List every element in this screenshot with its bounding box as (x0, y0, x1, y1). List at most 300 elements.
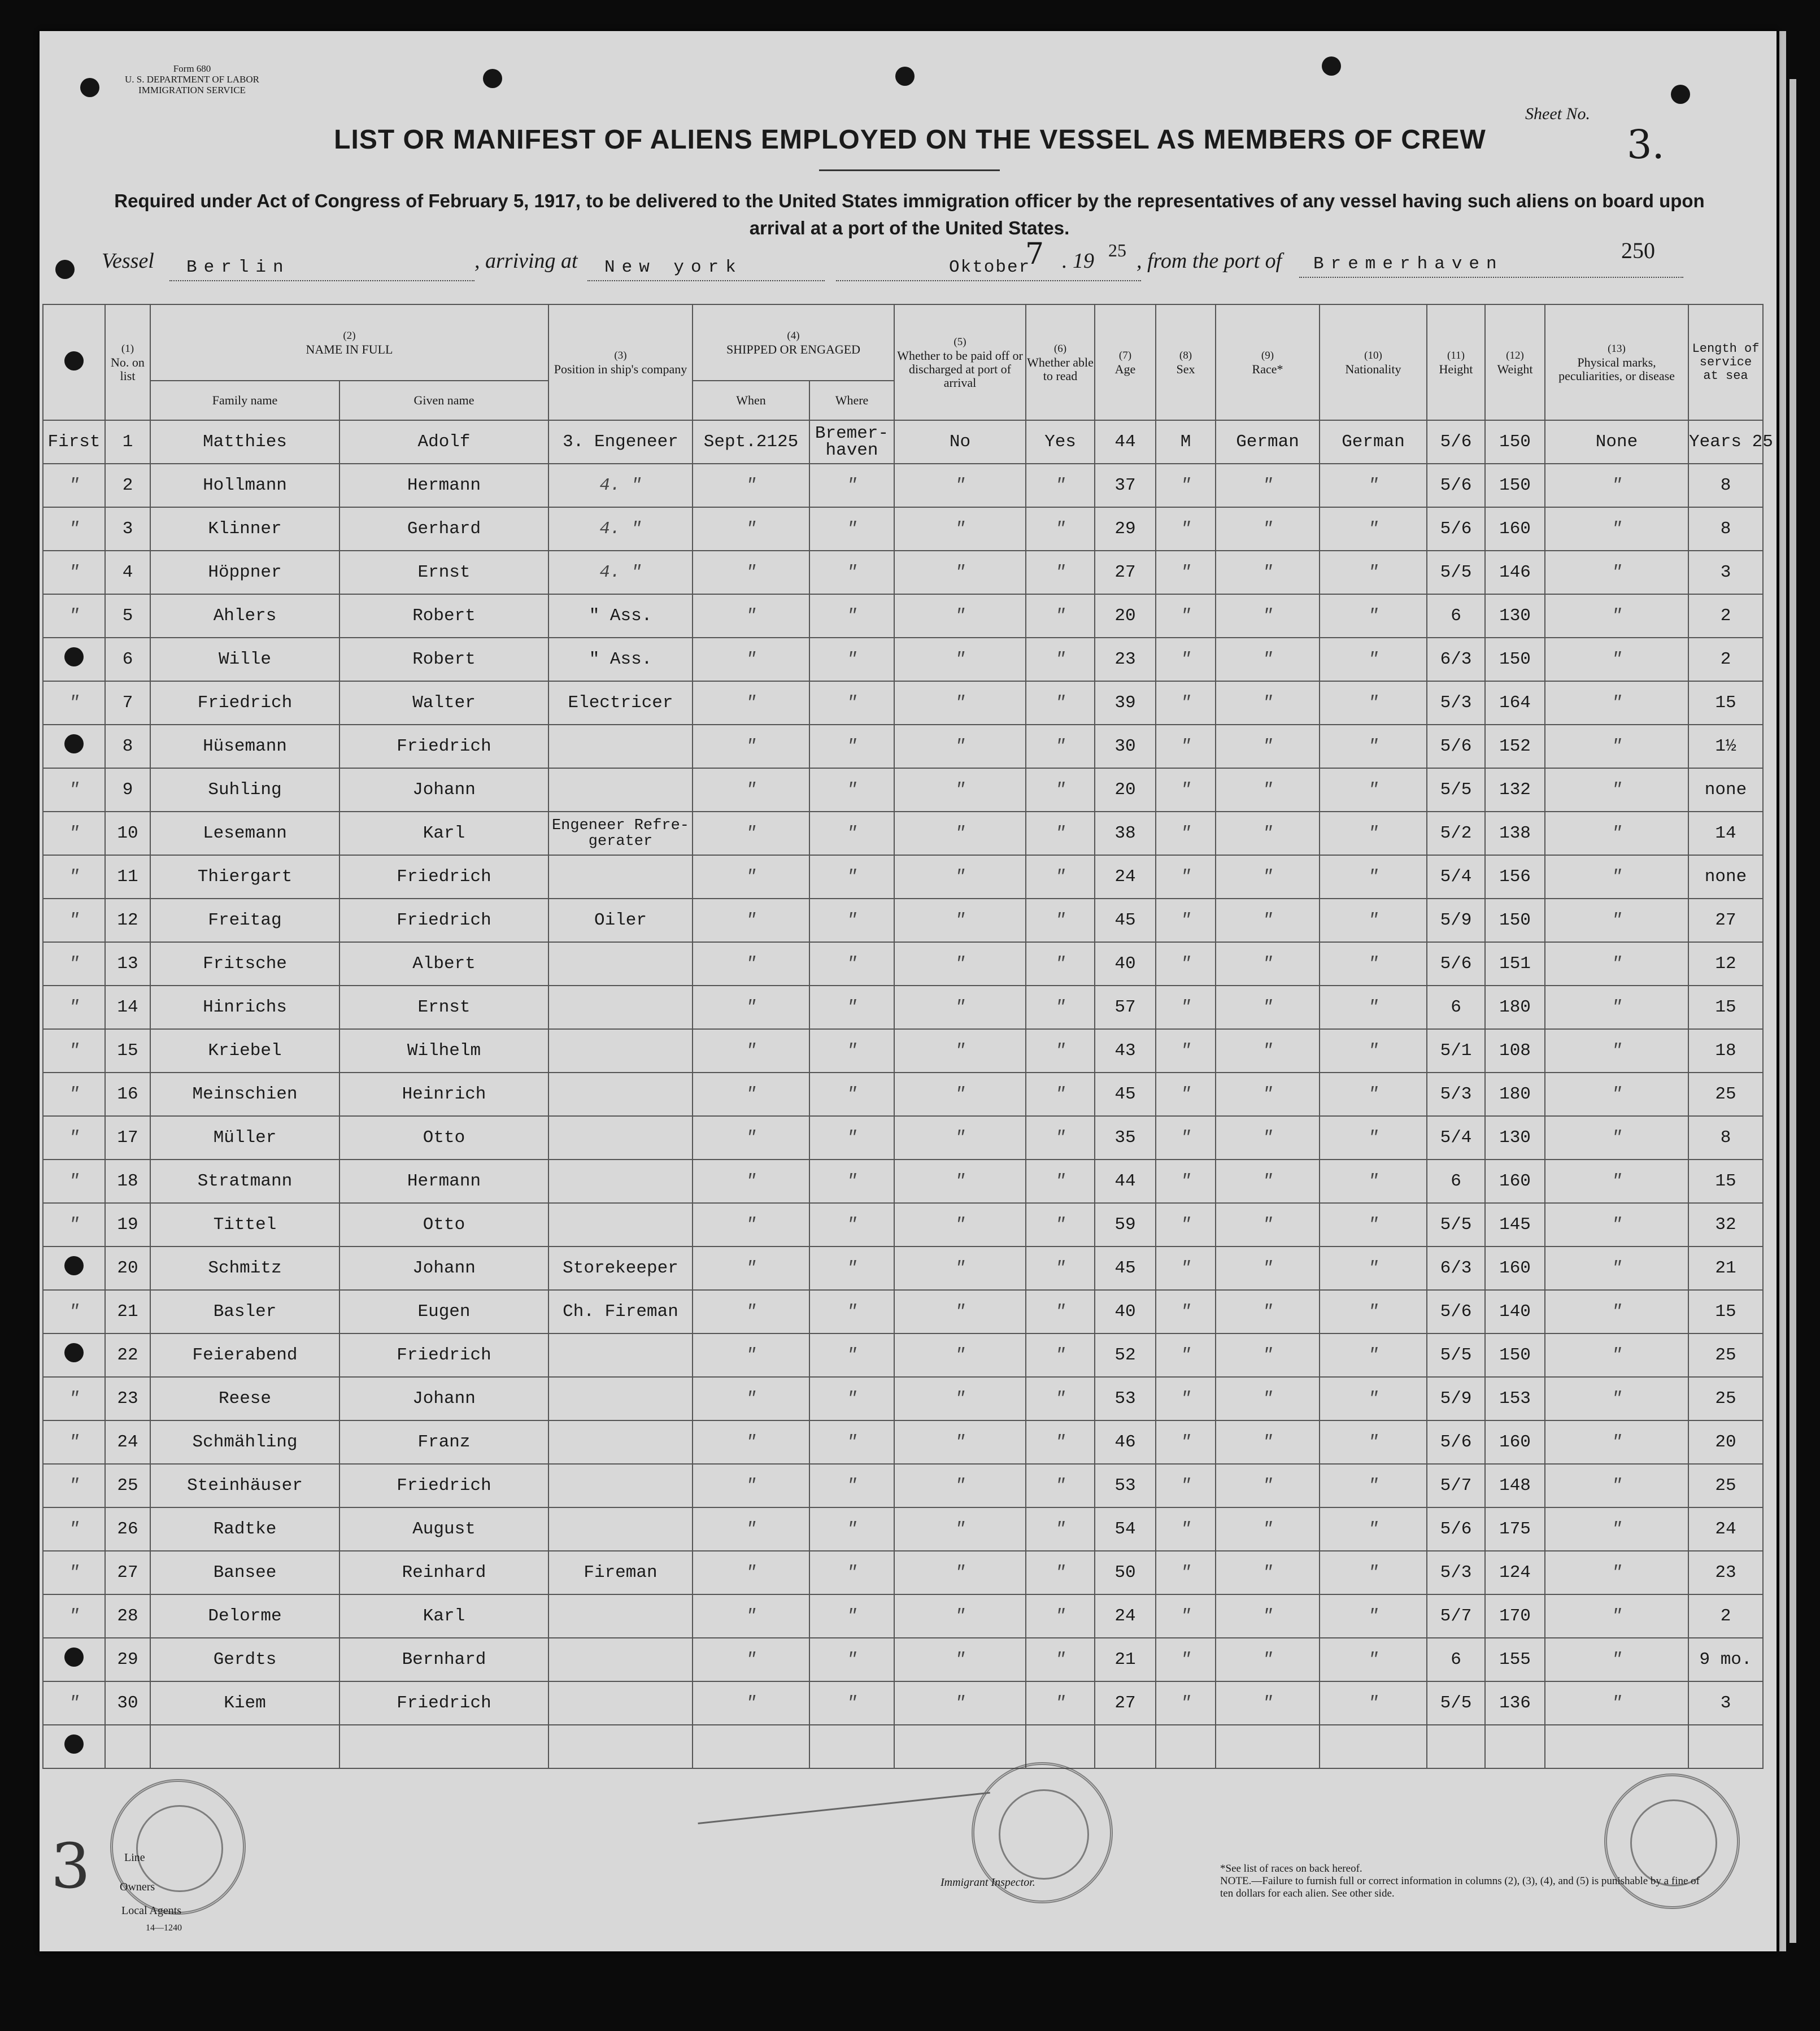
given-name: Gerhard (407, 519, 481, 539)
length-of-service-cell (1688, 1507, 1763, 1551)
age: 23 (1114, 650, 1136, 669)
length-of-service-cell (1688, 420, 1773, 464)
height: 5/5 (1440, 780, 1472, 800)
sex: " (1180, 563, 1191, 582)
race: " (1262, 476, 1273, 495)
height: 5/6 (1440, 476, 1472, 495)
able-to-read: " (1055, 1476, 1066, 1496)
race-cell (1216, 464, 1320, 507)
punch-hole (1671, 85, 1690, 104)
position-cell (548, 681, 693, 725)
race: " (1262, 1345, 1273, 1365)
length-of-service: 8 (1720, 1128, 1731, 1148)
age-cell (1095, 594, 1156, 638)
age: 50 (1114, 1563, 1136, 1583)
sex: " (1180, 1563, 1191, 1583)
shipped-when-cell (693, 1333, 809, 1377)
shipped-where-cell (809, 1116, 894, 1160)
col-service-header: Length of service at sea (1688, 304, 1763, 420)
height-cell (1427, 812, 1485, 855)
table-row (43, 725, 1763, 768)
sex-cell (1156, 638, 1216, 681)
physical-marks-cell (1545, 420, 1688, 464)
able-to-read: " (1055, 954, 1066, 974)
age-cell (1095, 1681, 1156, 1725)
paid-off: " (955, 867, 965, 887)
able-to-read: " (1055, 519, 1066, 539)
height-cell (1427, 1377, 1485, 1420)
sex: " (1180, 650, 1191, 669)
punch-hole (64, 1256, 84, 1275)
paid-off-cell (894, 899, 1026, 942)
race: " (1262, 1606, 1273, 1626)
length-of-service: none (1704, 867, 1747, 887)
sex: " (1180, 954, 1191, 974)
race: German (1236, 432, 1299, 452)
length-of-service-cell (1688, 1333, 1763, 1377)
length-of-service: 3 (1720, 1693, 1731, 1713)
shipped-when-cell (693, 768, 809, 812)
race: " (1262, 1215, 1273, 1235)
weight-cell (1485, 1681, 1545, 1725)
weight-cell (1485, 725, 1545, 768)
height: 5/1 (1440, 1041, 1472, 1061)
race: " (1262, 693, 1273, 713)
family-name-cell (150, 1594, 339, 1638)
nationality: " (1368, 1519, 1379, 1539)
nationality-cell (1320, 1464, 1427, 1507)
length-of-service-cell (1688, 1290, 1763, 1333)
race-cell (1216, 1247, 1320, 1290)
list-number-cell (105, 1203, 150, 1247)
length-of-service-cell (1688, 1203, 1763, 1247)
row-class: " (68, 1476, 80, 1496)
shipped-where: " (846, 1606, 857, 1626)
weight-cell (1485, 1551, 1545, 1594)
shipped-where-cell (809, 1464, 894, 1507)
sex-cell (1156, 855, 1216, 899)
length-of-service-cell (1688, 725, 1763, 768)
race: " (1262, 1041, 1273, 1061)
paid-off: " (955, 736, 965, 756)
row-class-cell (43, 812, 105, 855)
weight-cell (1485, 855, 1545, 899)
physical-marks-cell (1545, 551, 1688, 594)
position-cell (548, 1203, 693, 1247)
height-cell (1427, 1290, 1485, 1333)
shipped-when-cell (693, 507, 809, 551)
age: 30 (1114, 736, 1136, 756)
length-of-service-cell (1688, 681, 1763, 725)
height: 5/6 (1440, 1302, 1472, 1322)
able-to-read-cell (1026, 638, 1095, 681)
able-to-read: " (1055, 476, 1066, 495)
race: " (1262, 867, 1273, 887)
nationality: " (1368, 1128, 1379, 1148)
departure-underline (1299, 277, 1683, 278)
given-name-cell (339, 855, 548, 899)
physical-marks: " (1611, 1432, 1622, 1452)
nationality-cell (1320, 420, 1427, 464)
paid-off: " (955, 1041, 965, 1061)
race-note: *See list of races on back hereof. (1220, 1863, 1362, 1875)
given-name-cell (339, 942, 548, 986)
table-row (43, 899, 1763, 942)
row-class: " (68, 867, 80, 887)
shipped-where-cell (809, 1594, 894, 1638)
shipped-when: " (746, 563, 756, 582)
age: 37 (1114, 476, 1136, 495)
sex-cell (1156, 1203, 1216, 1247)
physical-marks-cell (1545, 464, 1688, 507)
family-name-cell (150, 1681, 339, 1725)
race-cell (1216, 1594, 1320, 1638)
shipped-where: " (846, 563, 857, 582)
nationality: " (1368, 693, 1379, 713)
list-number-cell (105, 986, 150, 1029)
sex: " (1180, 1258, 1191, 1278)
page-subtitle: Required under Act of Congress of February 5, 1917, to be delivered to the United States immigration officer by the representatives of any vessel having such aliens on board upon arrival at a port of the United States. (114, 190, 1705, 238)
shipped-when: " (746, 1041, 756, 1061)
sex-cell (1156, 507, 1216, 551)
table-row (43, 1203, 1763, 1247)
table-row (43, 1029, 1763, 1073)
age-cell (1095, 1247, 1156, 1290)
paid-off: " (955, 1693, 965, 1713)
family-name-cell (150, 1290, 339, 1333)
punch-hole (64, 1648, 84, 1667)
row-class-cell (43, 1029, 105, 1073)
able-to-read: " (1055, 780, 1066, 800)
weight-cell (1485, 986, 1545, 1029)
shipped-when-cell (693, 1551, 809, 1594)
able-to-read-cell (1026, 1247, 1095, 1290)
weight: 180 (1499, 1084, 1531, 1104)
able-to-read-cell (1026, 1333, 1095, 1377)
sex: " (1180, 1519, 1191, 1539)
weight: 148 (1499, 1476, 1531, 1496)
family-name-cell (150, 855, 339, 899)
able-to-read-cell (1026, 986, 1095, 1029)
sex: " (1180, 736, 1191, 756)
row-class: " (68, 1171, 80, 1191)
length-of-service: 20 (1715, 1432, 1736, 1452)
row-class-cell (43, 1507, 105, 1551)
able-to-read: " (1055, 823, 1066, 843)
col-position-header: (3) Position in ship's company (548, 304, 693, 420)
length-of-service: 25 (1715, 1389, 1736, 1409)
row-class: " (68, 519, 80, 539)
able-to-read-cell (1026, 464, 1095, 507)
col-race-header: (9) Race* (1216, 304, 1320, 420)
given-name: Bernhard (402, 1650, 486, 1670)
weight-cell (1485, 1464, 1545, 1507)
weight: 138 (1499, 823, 1531, 843)
shipped-when: " (746, 1693, 756, 1713)
race-cell (1216, 1638, 1320, 1681)
able-to-read-cell (1026, 1160, 1095, 1203)
shipped-where-cell (809, 1638, 894, 1681)
nationality: " (1368, 1606, 1379, 1626)
age: 54 (1114, 1519, 1136, 1539)
sex: M (1180, 432, 1191, 452)
row-class-cell (43, 1160, 105, 1203)
punch-hole (64, 1734, 84, 1754)
shipped-when-cell (693, 1073, 809, 1116)
family-name: Lesemann (203, 823, 287, 843)
row-class: " (68, 1389, 80, 1409)
nationality: " (1368, 606, 1379, 626)
age: 45 (1114, 1258, 1136, 1278)
height-cell (1427, 507, 1485, 551)
given-name-cell (339, 1464, 548, 1507)
position-cell (548, 768, 693, 812)
able-to-read-cell (1026, 1594, 1095, 1638)
weight: 124 (1499, 1563, 1531, 1583)
physical-marks: " (1611, 1258, 1622, 1278)
sex: " (1180, 867, 1191, 887)
nationality: " (1368, 1041, 1379, 1061)
age: 24 (1114, 867, 1136, 887)
length-of-service: 25 (1715, 1476, 1736, 1496)
race-cell (1216, 1160, 1320, 1203)
sex-cell (1156, 768, 1216, 812)
weight-cell (1485, 1029, 1545, 1073)
weight-cell (1485, 464, 1545, 507)
age: 29 (1114, 519, 1136, 539)
shipped-where-cell (809, 1420, 894, 1464)
year-suffix: 25 (1108, 240, 1126, 260)
length-of-service: 3 (1720, 563, 1731, 582)
page-mark: 3 (51, 1830, 90, 1902)
physical-marks: " (1611, 1476, 1622, 1496)
nationality: " (1368, 736, 1379, 756)
footer-form-code: 14—1240 (146, 1923, 182, 1933)
age: 46 (1114, 1432, 1136, 1452)
col-sex-header: (8) Sex (1156, 304, 1216, 420)
paid-off-cell (894, 1160, 1026, 1203)
race-cell (1216, 1073, 1320, 1116)
physical-marks: " (1611, 1084, 1622, 1104)
arrival-port: New york (604, 258, 743, 277)
col-name-header: (2) NAME IN FULL (150, 304, 548, 381)
table-row (43, 1464, 1763, 1507)
table-row (43, 681, 1763, 725)
table-row (43, 812, 1763, 855)
height-cell (1427, 464, 1485, 507)
family-name: Klinner (208, 519, 282, 539)
from-label: , from the port of (1137, 249, 1282, 273)
shipped-where-cell (809, 1029, 894, 1073)
length-of-service-cell (1688, 942, 1763, 986)
physical-marks: " (1611, 780, 1622, 800)
age-cell (1095, 1464, 1156, 1507)
paid-off-cell (894, 812, 1026, 855)
family-name: Radtke (213, 1519, 277, 1539)
page-edge (1779, 31, 1786, 1951)
sex-cell (1156, 594, 1216, 638)
weight: 160 (1499, 1171, 1531, 1191)
able-to-read: " (1055, 1650, 1066, 1670)
physical-marks: " (1611, 1215, 1622, 1235)
table-row (43, 507, 1763, 551)
paid-off: " (955, 1084, 965, 1104)
family-name: Hollmann (203, 476, 287, 495)
able-to-read: " (1055, 650, 1066, 669)
height-cell (1427, 1594, 1485, 1638)
weight: 150 (1499, 432, 1531, 452)
age-cell (1095, 420, 1156, 464)
list-number: 19 (117, 1215, 138, 1235)
form-number: Form 680 (173, 63, 211, 74)
height: 5/9 (1440, 910, 1472, 930)
shipped-where: " (846, 1389, 857, 1409)
given-name: Friedrich (397, 1476, 491, 1496)
row-class-cell (43, 1247, 105, 1290)
physical-marks-cell (1545, 986, 1688, 1029)
shipped-where-cell (809, 986, 894, 1029)
nationality-cell (1320, 812, 1427, 855)
shipped-when-cell (693, 1377, 809, 1420)
paid-off-cell (894, 1247, 1026, 1290)
weight-cell (1485, 507, 1545, 551)
sex: " (1180, 910, 1191, 930)
length-of-service: 24 (1715, 1519, 1736, 1539)
race-cell (1216, 1203, 1320, 1247)
sex: " (1180, 1041, 1191, 1061)
sex: " (1180, 997, 1191, 1017)
table-row (43, 1551, 1763, 1594)
race: " (1262, 1519, 1273, 1539)
family-name: Schmitz (208, 1258, 282, 1278)
physical-marks-cell (1545, 1029, 1688, 1073)
row-class-cell (43, 1290, 105, 1333)
height-cell (1427, 1073, 1485, 1116)
family-name: Hüsemann (203, 736, 287, 756)
row-class: " (68, 1606, 80, 1626)
table-row (43, 855, 1763, 899)
able-to-read-cell (1026, 1290, 1095, 1333)
shipped-when: " (746, 1128, 756, 1148)
physical-marks: " (1611, 1128, 1622, 1148)
paid-off-cell (894, 1551, 1026, 1594)
physical-marks-cell (1545, 1594, 1688, 1638)
year-prefix: . 19 (1062, 249, 1094, 273)
height-cell (1427, 1551, 1485, 1594)
height: 5/5 (1440, 563, 1472, 582)
physical-marks: None (1595, 432, 1638, 452)
shipped-when: " (746, 910, 756, 930)
table-row (43, 986, 1763, 1029)
given-name-cell (339, 1594, 548, 1638)
weight: 151 (1499, 954, 1531, 974)
nationality-cell (1320, 855, 1427, 899)
table-row (43, 464, 1763, 507)
weight-cell (1485, 1116, 1545, 1160)
length-of-service: 8 (1720, 519, 1731, 539)
age-cell (1095, 1333, 1156, 1377)
length-of-service: 21 (1715, 1258, 1736, 1278)
able-to-read-cell (1026, 1464, 1095, 1507)
height: 5/3 (1440, 693, 1472, 713)
list-number-cell (105, 855, 150, 899)
sex: " (1180, 519, 1191, 539)
shipped-where: " (846, 1215, 857, 1235)
physical-marks-cell (1545, 594, 1688, 638)
able-to-read-cell (1026, 507, 1095, 551)
weight-cell (1485, 420, 1545, 464)
col-nationality-header: (10) Nationality (1320, 304, 1427, 420)
height-cell (1427, 1203, 1485, 1247)
shipped-where: " (846, 1041, 857, 1061)
sex: " (1180, 606, 1191, 626)
position-cell (548, 1377, 693, 1420)
family-name: Steinhäuser (187, 1476, 303, 1496)
paid-off: " (955, 823, 965, 843)
given-name: August (412, 1519, 476, 1539)
paid-off: " (955, 1606, 965, 1626)
table-row (43, 551, 1763, 594)
sex-cell (1156, 1594, 1216, 1638)
physical-marks: " (1611, 1563, 1622, 1583)
able-to-read-cell (1026, 681, 1095, 725)
family-name: Meinschien (192, 1084, 298, 1104)
position: Fireman (584, 1563, 658, 1583)
shipped-where: " (846, 823, 857, 843)
age: 40 (1114, 954, 1136, 974)
given-name: Robert (412, 606, 476, 626)
race-cell (1216, 1116, 1320, 1160)
sex-cell (1156, 1377, 1216, 1420)
shipped-when: " (746, 606, 756, 626)
nationality-cell (1320, 507, 1427, 551)
list-number-cell (105, 638, 150, 681)
physical-marks-cell (1545, 507, 1688, 551)
row-class-cell (43, 725, 105, 768)
row-class-cell (43, 899, 105, 942)
race-cell (1216, 942, 1320, 986)
shipped-where: " (846, 1258, 857, 1278)
able-to-read-cell (1026, 1681, 1095, 1725)
physical-marks: " (1611, 519, 1622, 539)
family-name-cell (150, 1420, 339, 1464)
shipped-where-cell (809, 1073, 894, 1116)
race: " (1262, 1258, 1273, 1278)
length-of-service-cell (1688, 594, 1763, 638)
weight-cell (1485, 1507, 1545, 1551)
shipped-when-cell (693, 986, 809, 1029)
physical-marks: " (1611, 867, 1622, 887)
shipped-when: " (746, 823, 756, 843)
height: 6/3 (1440, 650, 1472, 669)
physical-marks-cell (1545, 1551, 1688, 1594)
position-cell (548, 1594, 693, 1638)
given-name: Hermann (407, 476, 481, 495)
shipped-where: " (846, 1084, 857, 1104)
age-cell (1095, 638, 1156, 681)
punch-hole (1322, 56, 1341, 76)
paid-off-cell (894, 1116, 1026, 1160)
nationality: German (1342, 432, 1405, 452)
able-to-read: " (1055, 910, 1066, 930)
shipped-when-cell (693, 1594, 809, 1638)
footer-inspector-label: Immigrant Inspector. (941, 1876, 1035, 1889)
shipped-when: " (746, 1606, 756, 1626)
shipped-when-cell (693, 1290, 809, 1333)
shipped-where-cell (809, 1333, 894, 1377)
position-cell (548, 855, 693, 899)
weight-cell (1485, 681, 1545, 725)
